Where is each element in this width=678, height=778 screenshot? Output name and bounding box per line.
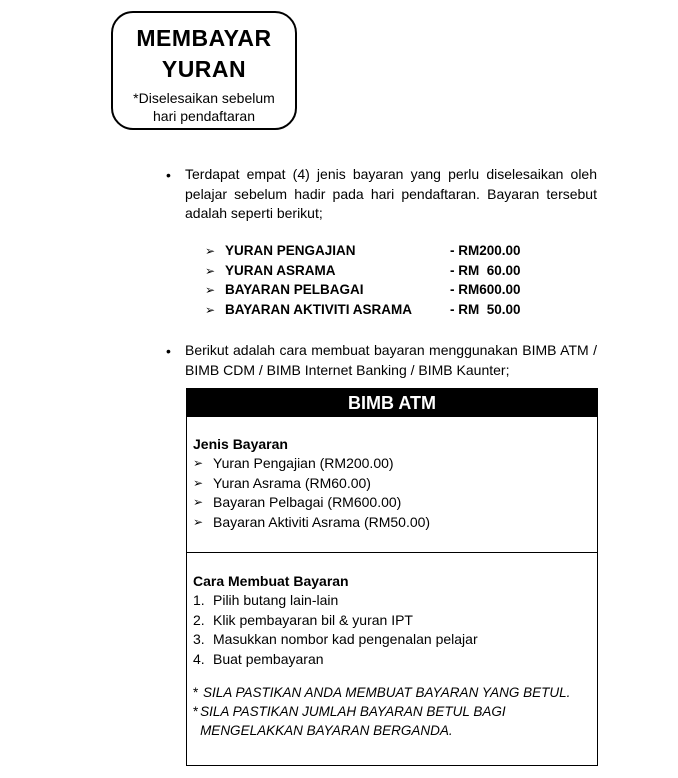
how-to-pay-section <box>187 553 597 740</box>
list-item-text: Yuran Asrama (RM60.00) <box>213 474 371 491</box>
bimb-atm-panel <box>186 388 598 766</box>
step-number: 3. <box>193 631 205 647</box>
title-box <box>111 11 297 130</box>
section-title: Jenis Bayaran <box>193 436 288 452</box>
step-number: 1. <box>193 592 205 608</box>
arrow-bullet-icon: ➢ <box>205 283 216 298</box>
asterisk-icon: * <box>193 685 199 700</box>
arrow-bullet-icon: ➢ <box>205 302 216 317</box>
title-line-2: YURAN <box>161 56 247 82</box>
fee-amount: - RM200.00 <box>450 243 521 258</box>
fee-amount: - RM 50.00 <box>450 301 521 317</box>
bullet-icon: • <box>166 343 171 359</box>
step-item <box>193 591 597 611</box>
note-text: SILA PASTIKAN ANDA MEMBUAT BAYARAN YANG BETUL. <box>203 685 571 700</box>
note-text: SILA PASTIKAN JUMLAH BAYARAN BETUL BAGI MENGELAKKAN BAYARAN BERGANDA. <box>200 704 506 738</box>
fee-item <box>205 282 535 302</box>
arrow-bullet-icon: ➢ <box>193 514 204 529</box>
arrow-bullet-icon: ➢ <box>193 495 204 509</box>
step-number: 2. <box>193 611 205 628</box>
arrow-bullet-icon: ➢ <box>205 263 216 278</box>
step-item <box>193 611 597 631</box>
list-item-text: Bayaran Aktiviti Asrama (RM50.00) <box>213 513 431 530</box>
step-text: Klik pembayaran bil & yuran IPT <box>213 611 413 628</box>
fee-amount: - RM 60.00 <box>450 262 521 278</box>
fee-label: BAYARAN PELBAGAI <box>225 282 364 298</box>
step-text: Buat pembayaran <box>213 650 324 667</box>
fee-label: BAYARAN AKTIVITI ASRAMA <box>225 301 413 317</box>
step-number: 4. <box>193 650 205 667</box>
list-item <box>193 474 597 494</box>
fee-item <box>205 302 535 322</box>
arrow-bullet-icon: ➢ <box>193 456 204 470</box>
title-note <box>113 89 295 125</box>
fee-label: YURAN PENGAJIAN <box>225 243 356 258</box>
note-item <box>193 683 597 702</box>
step-item <box>193 650 597 670</box>
step-item <box>193 630 597 650</box>
list-item <box>193 493 597 513</box>
fee-item <box>205 243 535 263</box>
page-title <box>113 23 295 85</box>
list-item-text: Bayaran Pelbagai (RM600.00) <box>213 494 402 510</box>
fee-label: YURAN ASRAMA <box>225 262 336 278</box>
fee-list <box>205 243 535 321</box>
fee-item <box>205 263 535 283</box>
list-item <box>193 454 597 474</box>
section-title: Cara Membuat Bayaran <box>193 573 349 589</box>
arrow-bullet-icon: ➢ <box>193 475 204 490</box>
intro-paragraph-1: Terdapat empat (4) jenis bayaran yang perlu diselesaikan oleh pelajar sebelum hadir pada hari pendaftaran. Bayaran tersebut adalah seperti berikut; <box>185 166 597 221</box>
title-note-line-2: hari pendaftaran <box>153 108 255 124</box>
title-note-line-1: *Diselesaikan sebelum <box>133 90 275 106</box>
intro-paragraph-2: Berikut adalah cara membuat bayaran menggunakan BIMB ATM / BIMB CDM / BIMB Internet Banking / BIMB Kaunter; <box>185 342 597 378</box>
arrow-bullet-icon: ➢ <box>205 244 216 258</box>
step-text: Masukkan nombor kad pengenalan pelajar <box>213 631 478 647</box>
payment-types-section <box>187 417 597 553</box>
fee-amount: - RM600.00 <box>450 282 521 298</box>
list-item-text: Yuran Pengajian (RM200.00) <box>213 455 394 471</box>
note-item <box>193 702 597 740</box>
title-line-1: MEMBAYAR <box>136 25 272 51</box>
asterisk-icon: * <box>193 704 199 719</box>
notes <box>193 683 597 740</box>
list-item <box>193 513 597 533</box>
bullet-icon: • <box>166 167 171 183</box>
step-text: Pilih butang lain-lain <box>213 592 339 608</box>
panel-header: BIMB ATM <box>187 389 597 417</box>
